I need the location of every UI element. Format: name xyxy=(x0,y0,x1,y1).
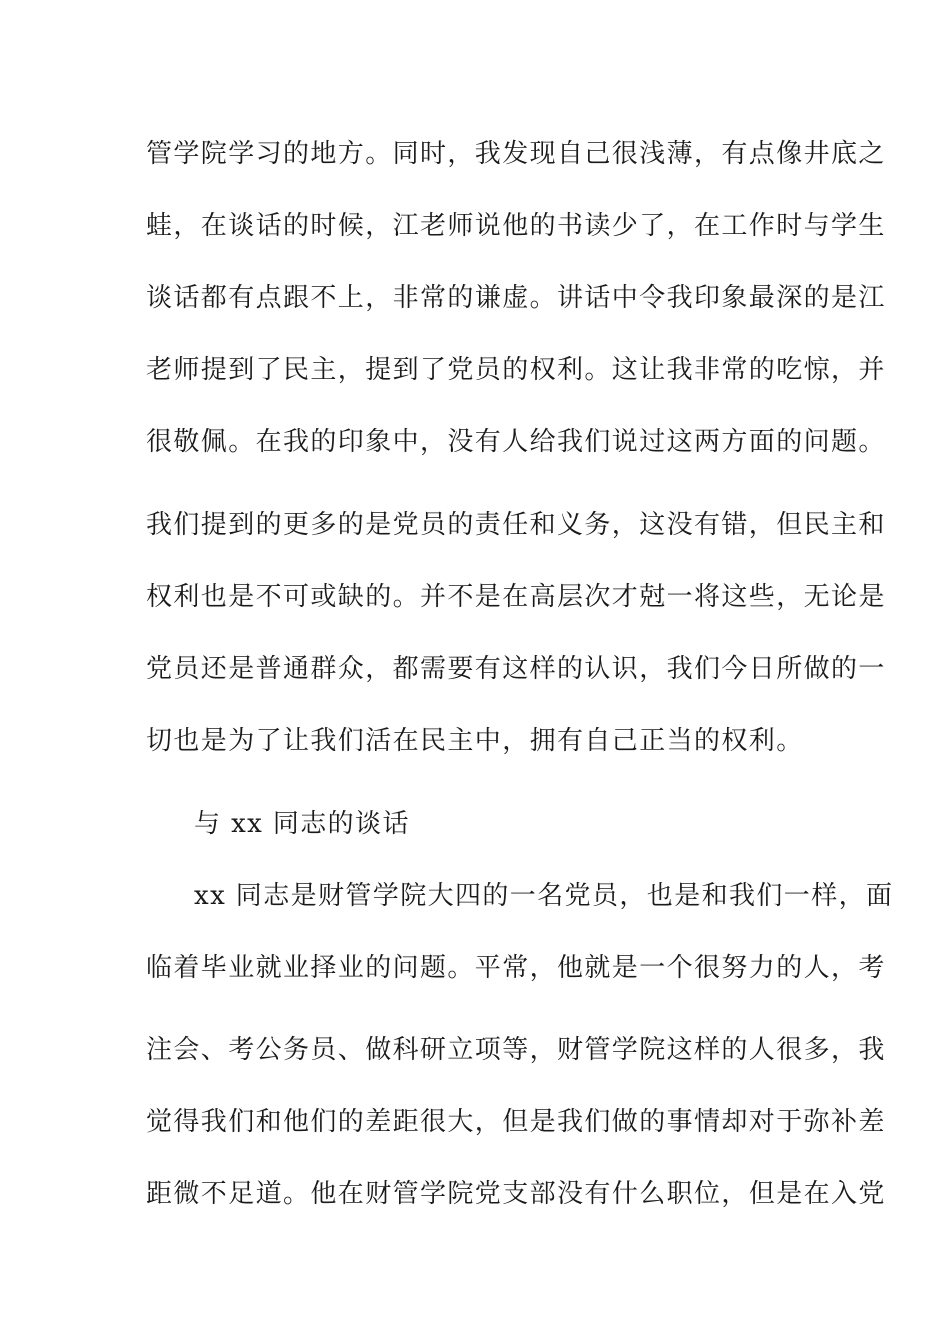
section-heading: 与 xx 同志的谈话 xyxy=(194,809,410,839)
text-line: 切也是为了让我们活在民主中，拥有自己正当的权利。 xyxy=(146,726,804,756)
text-line: 蛙，在谈话的时候，江老师说他的书读少了，在工作时与学生 xyxy=(146,211,886,241)
text-line: xx 同志是财管学院大四的一名党员，也是和我们一样，面 xyxy=(194,881,894,911)
text-line: 觉得我们和他们的差距很大，但是我们做的事情却对于弥补差 xyxy=(146,1107,886,1137)
text-line: 注会、考公务员、做科研立项等，财管学院这样的人很多，我 xyxy=(146,1035,886,1065)
text-line: 距微不足道。他在财管学院党支部没有什么职位，但是在入党 xyxy=(146,1179,886,1209)
text-line: 我们提到的更多的是党员的责任和义务，这没有错，但民主和 xyxy=(146,510,886,540)
text-line: 党员还是普通群众，都需要有这样的认识，我们今日所做的一 xyxy=(146,654,886,684)
text-line: 老师提到了民主，提到了党员的权利。这让我非常的吃惊，并 xyxy=(146,355,886,385)
text-line: 管学院学习的地方。同时，我发现自己很浅薄，有点像井底之 xyxy=(146,139,886,169)
text-line: 权利也是不可或缺的。并不是在高层次才尅一将这些，无论是 xyxy=(146,582,886,612)
text-line: 很敬佩。在我的印象中，没有人给我们说过这两方面的问题。 xyxy=(146,427,886,457)
text-line: 谈话都有点跟不上，非常的谦虚。讲话中令我印象最深的是江 xyxy=(146,283,886,313)
text-line: 临着毕业就业择业的问题。平常，他就是一个很努力的人，考 xyxy=(146,953,886,983)
